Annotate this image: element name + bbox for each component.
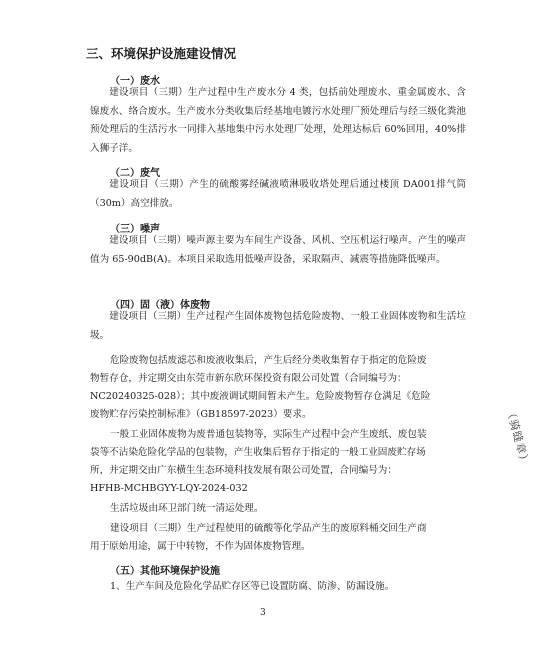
para-other-facilities: 1、生产车间及危险化学品贮存区等已设置防腐、防渗、防漏设施。 xyxy=(110,581,395,592)
para-wastewater: 建设项目（三期）生产过程中生产废水分 4 类，包括前处理废水、重金属废水、含镍废水、络合废水。生产废水分类收集后经基地电镀污水处理厂预处理后与经三级化粪池预处理后的生活污水一同排入基地集中污水处理厂处理，处理达标后 60%回用，40%排入狮子洋。 xyxy=(90,87,466,154)
hazardous-waste-line-4: 废物贮存污染控制标准》（GB18597-2023）要求。 xyxy=(90,409,312,420)
hazardous-waste-line-3: NC20240325-028）；其中废液调试期间暂未产生。危险废物暂存仓满足《危险 xyxy=(90,391,431,402)
general-waste-line-1: 一般工业固体废物为废普通包装物等，实际生产过程中会产生废纸、废包装 xyxy=(110,429,427,440)
page-number: 3 xyxy=(260,608,266,618)
para-solid-waste-intro: 建设项目（三期）生产过程产生固体废物包括危险废物、一般工业固体废物和生活垃圾。 xyxy=(90,311,466,341)
domestic-waste-line: 生活垃圾由环卫部门统一清运处理。 xyxy=(110,503,264,514)
general-waste-line-3: 所，并定期交由广东横生生态环境科技发展有限公司处置，合同编号为： xyxy=(90,465,397,476)
seam-stamp-text: （骑缝章） xyxy=(503,406,532,468)
raw-material-bucket-line-1: 建设项目（三期）生产过程使用的硫酸等化学品产生的废原料桶交回生产商 xyxy=(110,523,427,534)
heading-exhaust-gas: （二）废气 xyxy=(110,168,160,179)
heading-noise: （三）噪声 xyxy=(110,224,160,235)
heading-solid-waste: （四）固（液）体废物 xyxy=(110,300,210,311)
para-noise: 建设项目（三期）噪声源主要为车间生产设备、风机、空压机运行噪声。产生的噪声值为 65-90dB(A)。本项目采取选用低噪声设备，采取隔声、减震等措施降低噪声。 xyxy=(90,235,466,265)
heading-other-facilities: （五）其他环境保护设施 xyxy=(110,566,220,577)
hazardous-waste-line-1: 危险废物包括废滤芯和废液收集后，产生后经分类收集暂存于指定的危险废 xyxy=(110,355,427,366)
hazardous-waste-line-2: 物暂存仓，并定期交由东莞市新东欣环保投资有限公司处置（合同编号为： xyxy=(90,373,407,384)
general-waste-contract-no: HFHB-MCHBGYY-LQY-2024-032 xyxy=(90,483,248,494)
heading-wastewater: （一）废水 xyxy=(110,76,160,87)
seam-stamp xyxy=(500,402,532,498)
section-title: 三、环境保护设施建设情况 xyxy=(86,46,237,61)
raw-material-bucket-line-2: 用于原始用途，属于中转物，不作为固体废物管理。 xyxy=(90,541,311,552)
general-waste-line-2: 袋等不沾染危险化学品的包装物，产生收集后暂存于指定的一般工业固废贮存场 xyxy=(90,447,426,458)
para-exhaust-gas: 建设项目（三期）产生的硫酸雾经碱液喷淋吸收塔处理后通过楼顶 DA001排气筒（30m）高空排放。 xyxy=(90,179,466,209)
